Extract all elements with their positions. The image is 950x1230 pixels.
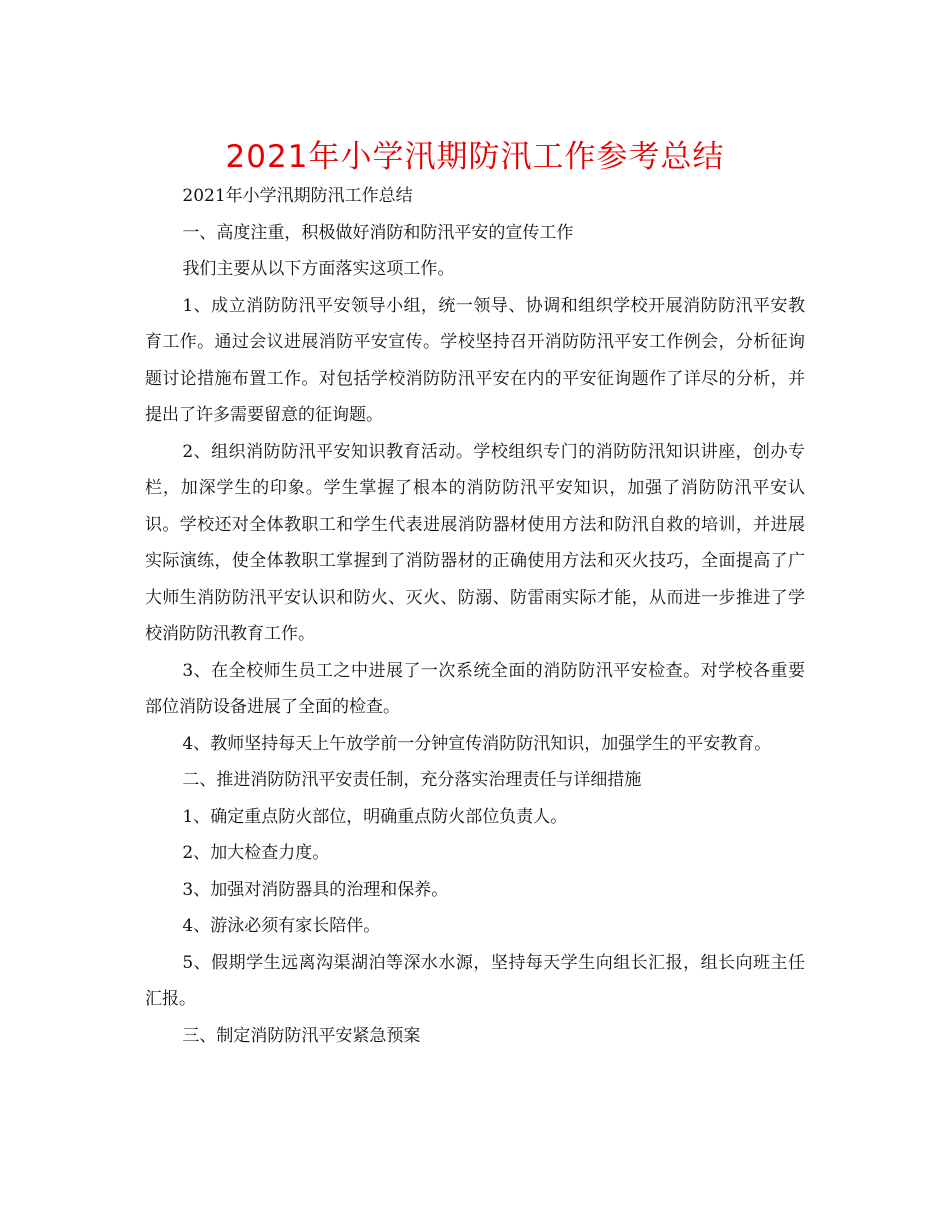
list-item: 2、加大检查力度。 bbox=[182, 843, 330, 863]
document-title: 2021年小学汛期防汛工作参考总结 bbox=[225, 139, 725, 175]
list-item: 3、加强对消防器具的治理和保养。 bbox=[182, 879, 449, 900]
subtitle-paragraph: 2021年小学汛期防汛工作总结 bbox=[182, 186, 413, 206]
body-paragraph: 1、成立消防防汛平安领导小组，统一领导、协调和组织学校开展消防防汛平安教育工作。通过会议进展消防平安宣传。学校坚持召开消防防汛平安工作例会，分析征询题讨论措施布置工作。对包括学校消防防汛平安在内的平安征询题作了详尽的分析，并提出了许多需要留意的征询题。 bbox=[145, 295, 805, 425]
section-heading-2: 二、推进消防防汛平安责任制，充分落实治理责任与详细措施 bbox=[182, 770, 642, 790]
body-paragraph: 2、组织消防防汛平安知识教育活动。学校组织专门的消防防汛知识讲座，创办专栏，加深学生的印象。学生掌握了根本的消防防汛平安知识，加强了消防防汛平安认识。学校还对全体教职工和学生代表进展消防器材使用方法和防汛自救的培训，并进展实际演练，使全体教职工掌握到了消防器材的正确使用方法和灭火技巧，全面提高了广大师生消防防汛平安认识和防火、灭火、防溺、防雷雨实际才能，从而进一步推进了学校消防防汛教育工作。 bbox=[145, 441, 805, 644]
list-item: 1、确定重点防火部位，明确重点防火部位负责人。 bbox=[182, 806, 568, 827]
body-paragraph: 我们主要从以下方面落实这项工作。 bbox=[182, 259, 455, 279]
body-paragraph: 3、在全校师生员工之中进展了一次系统全面的消防防汛平安检查。对学校各重要部位消防设备进展了全面的检查。 bbox=[145, 660, 805, 717]
list-item: 5、假期学生远离沟渠湖泊等深水水源，坚持每天学生向组长汇报，组长向班主任汇报。 bbox=[145, 952, 805, 1009]
body-paragraph: 4、教师坚持每天上午放学前一分钟宣传消防防汛知识，加强学生的平安教育。 bbox=[182, 733, 772, 754]
document-body bbox=[145, 178, 805, 1054]
section-heading-3: 三、制定消防防汛平安紧急预案 bbox=[182, 1025, 421, 1046]
section-heading-1: 一、高度注重，积极做好消防和防汛平安的宣传工作 bbox=[182, 222, 574, 243]
list-item: 4、游泳必须有家长陪伴。 bbox=[182, 916, 381, 936]
